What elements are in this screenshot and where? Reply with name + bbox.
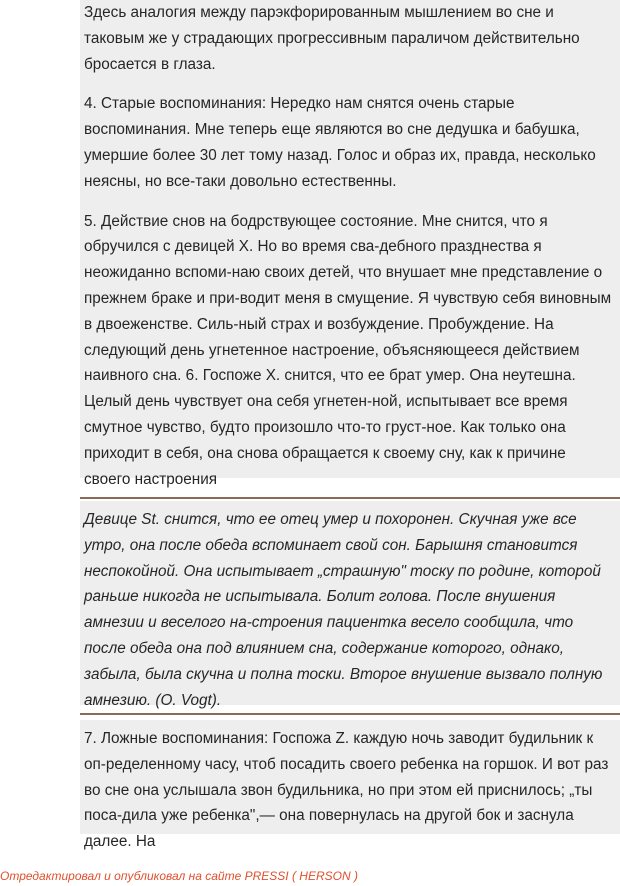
paragraph-false-memories: 7. Ложные воспоминания: Госпожа Z. каждую ночь заводит будильник к оп-ределенному часу, чтоб посадить своего ребенка на горшок. И вот раз во сне она услышала звон будильника, но при этом ей приснилось; „ты поса-дила уже ребенка",— она повернулась на другой бок и заснула далее. На <box>84 730 609 851</box>
quote-paragraph: Девице St. снится, что ее отец умер и похоронен. Скучная уже все утро, она после обеда вспоминает свой сон. Барышня становится неспокойной. Она испытывает „страшную" тоску по родине, которой раньше никогда не испытывала. Болит голова. После внушения амнезии и веселого на-строения пациентка весело сообщила, что после обеда она под влиянием сна, содержание которого, однако, забыла, была скучна и полна тоски. Второе внушение вызвало полную амнезию. (О. Vogt). <box>84 511 603 709</box>
paragraph-intro: Здесь аналогия между парэкфорированным мышлением во сне и таковым же у страдающих прогрессивным параличом действительно бросается в глаза. <box>84 4 580 73</box>
paragraph-dream-effects: 5. Действие снов на бодрствующее состояние. Мне снится, что я обручился с девицей X. Но во время сва-дебного празднества я неожиданно вспоми-наю своих детей, что внушает мне представление о прежнем браке и при-водит меня в смущение. Я чувствую себя виновным в двоеженстве. Силь-ный страх и возбуждение. Пробуждение. На следующий день угнетенное настроение, объясняющееся действием наивного сна. 6. Госпоже X. снится, что ее брат умер. Она неутешна. Целый день чувствует она себя угнетен-ной, испытывает все время смутное чувство, будто произошло что-то груст-ное. Как только она приходит в себя, она снова обращается к своему сну, как к причине своего настроения <box>84 212 612 488</box>
divider-bottom <box>80 713 620 715</box>
footer-credit: Отредактировал и опубликовал на сайте PRESSI ( HERSON ) <box>0 869 358 883</box>
text-block-top <box>80 0 620 488</box>
divider-top <box>80 497 620 499</box>
quote-block <box>80 501 620 709</box>
text-block-bottom <box>80 720 620 851</box>
paragraph-old-memories: 4. Старые воспоминания: Нередко нам снятся очень старые воспоминания. Мне теперь еще являются во сне дедушка и бабушка, умершие более 30 лет тому назад. Голос и образ их, правда, несколько неясны, но все-таки довольно естественны. <box>84 95 596 190</box>
